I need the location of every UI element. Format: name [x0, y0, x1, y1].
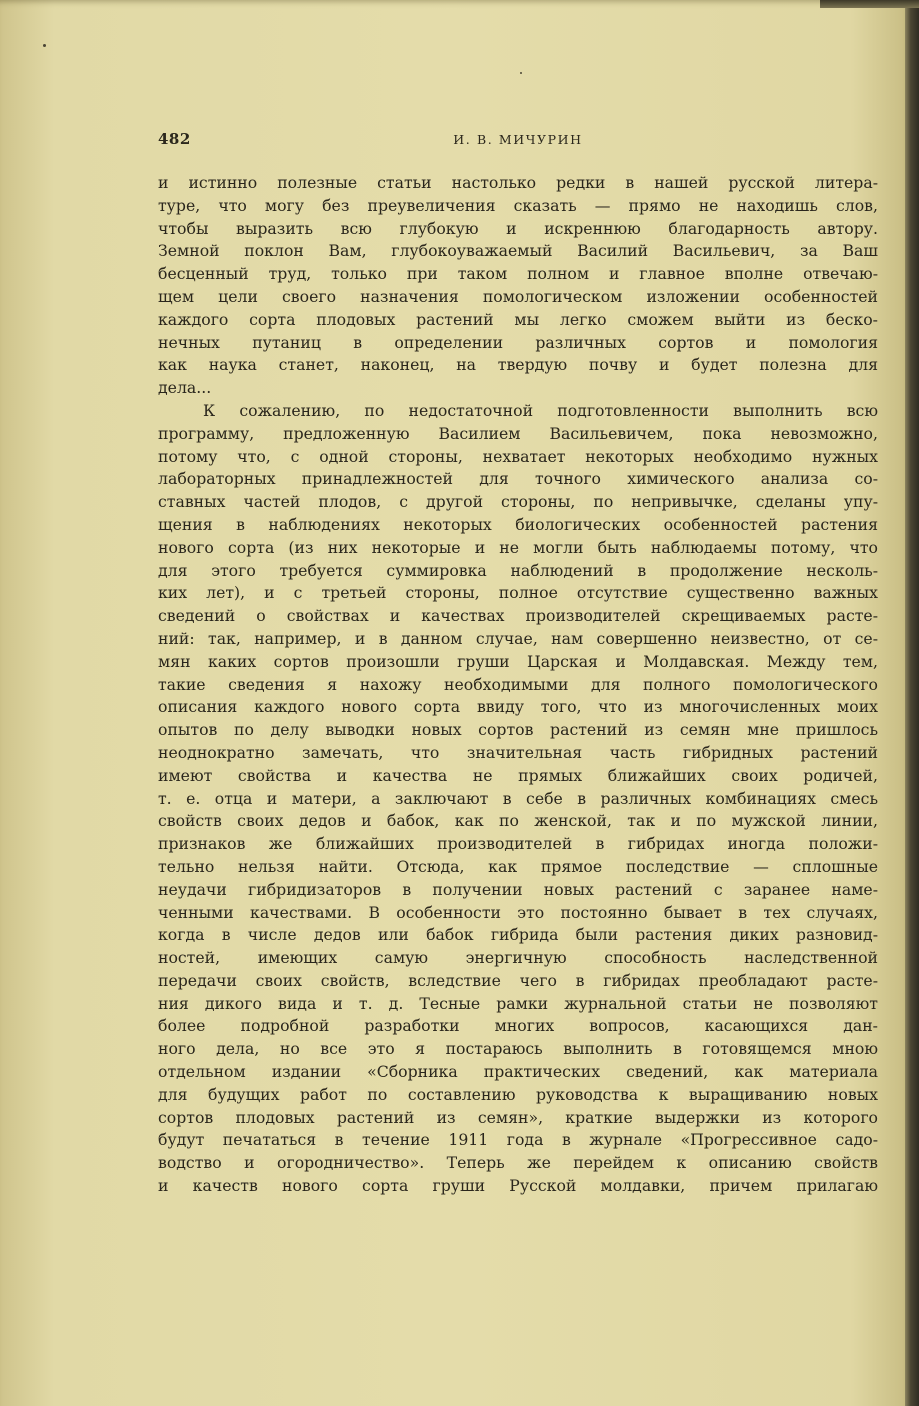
text-line: нечных путаниц в определении различных сортов и помология: [158, 332, 878, 352]
text-line: сведений о свойствах и качествах производителей скрещиваемых расте-: [158, 606, 878, 626]
text-line: туре, что могу без преувеличения сказать — прямо не находишь слов,: [158, 195, 878, 215]
text-line: ностей, имеющих самую энергичную способность наследственной: [158, 948, 878, 968]
paper-speck: [520, 72, 522, 74]
text-line: ставных частей плодов, с другой стороны, по непривычке, сделаны упу-: [158, 492, 878, 512]
text-line: и качеств нового сорта груши Русской молдавки, причем прилагаю: [158, 1176, 878, 1196]
text-line: для будущих работ по составлению руководства к выращиванию новых: [158, 1084, 878, 1104]
text-line: т. е. отца и матери, а заключают в себе в различных комбинациях смесь: [158, 788, 878, 808]
text-line: ного дела, но все это я постараюсь выполнить в готовящемся мною: [158, 1039, 878, 1059]
text-line: признаков же ближайших производителей в гибридах иногда положи-: [158, 834, 878, 854]
book-spine-edge: [905, 0, 919, 1406]
text-line: щения в наблюдениях некоторых биологических особенностей растения: [158, 514, 878, 534]
text-line: опытов по делу выводки новых сортов растений из семян мне пришлось: [158, 720, 878, 740]
text-line: свойств своих дедов и бабок, как по женской, так и по мужской линии,: [158, 811, 878, 831]
text-line: водство и огородничество». Теперь же перейдем к описанию свойств: [158, 1153, 878, 1173]
text-line: для этого требуется суммировка наблюдений в продолжение несколь-: [158, 560, 878, 580]
text-line: чтобы выразить всю глубокую и искреннюю благодарность автору.: [158, 218, 878, 238]
text-line: неудачи гибридизаторов в получении новых растений с заранее наме-: [158, 879, 878, 899]
text-line: мян каких сортов произошли груши Царская и Молдавская. Между тем,: [158, 651, 878, 671]
text-line: имеют свойства и качества не прямых ближайших своих родичей,: [158, 765, 878, 785]
paper-speck: [43, 44, 46, 47]
text-line: дела...: [158, 378, 212, 398]
text-line: ченными качествами. В особенности это постоянно бывает в тех случаях,: [158, 902, 878, 922]
text-line: лабораторных принадлежностей для точного химического анализа со-: [158, 469, 878, 489]
text-line: Земной поклон Вам, глубокоуважаемый Василий Васильевич, за Ваш: [158, 241, 878, 261]
body-text: [158, 172, 878, 1198]
text-line: такие сведения я нахожу необходимыми для полного помологического: [158, 674, 878, 694]
text-line: ния дикого вида и т. д. Тесные рамки журнальной статьи не позволяют: [158, 993, 878, 1013]
text-line: ких лет), и с третьей стороны, полное отсутствие существенно важных: [158, 583, 878, 603]
text-line: будут печататься в течение 1911 года в журнале «Прогрессивное садо-: [158, 1130, 878, 1150]
page-number: 482: [158, 130, 191, 148]
text-line: описания каждого нового сорта ввиду того, что из многочисленных моих: [158, 697, 878, 717]
text-line: тельно нельзя найти. Отсюда, как прямое последствие — сплошные: [158, 856, 878, 876]
text-line: программу, предложенную Василием Васильевичем, пока невозможно,: [158, 423, 878, 443]
text-line: щем цели своего назначения помологическом изложении особенностей: [158, 286, 878, 306]
text-line: нового сорта (из них некоторые и не могли быть наблюдаемы потому, что: [158, 537, 878, 557]
text-line: отдельном издании «Сборника практических сведений, как материала: [158, 1062, 878, 1082]
text-line: неоднократно замечать, что значительная часть гибридных растений: [158, 742, 878, 762]
page-header: [158, 130, 878, 152]
text-line: более подробной разработки многих вопросов, касающихся дан-: [158, 1016, 878, 1036]
text-line: и истинно полезные статьи настолько редки в нашей русской литера-: [158, 173, 878, 192]
text-line: К сожалению, по недостаточной подготовленности выполнить всю: [203, 400, 878, 420]
text-line: как наука станет, наконец, на твердую почву и будет полезна для: [158, 355, 878, 375]
text-line: передачи своих свойств, вследствие чего в гибридах преобладают расте-: [158, 970, 878, 990]
text-line: когда в числе дедов или бабок гибрида были растения диких разновид-: [158, 925, 878, 945]
page-top-shadow: [820, 0, 919, 8]
text-line: бесценный труд, только при таком полном и главное вполне отвечаю-: [158, 264, 878, 284]
text-line: ний: так, например, и в данном случае, нам совершенно неизвестно, от се-: [158, 628, 878, 648]
running-head: И. В. МИЧУРИН: [453, 132, 583, 147]
text-line: потому что, с одной стороны, нехватает некоторых необходимо нужных: [158, 446, 878, 466]
text-line: каждого сорта плодовых растений мы легко сможем выйти из беско-: [158, 309, 878, 329]
text-line: сортов плодовых растений из семян», краткие выдержки из которого: [158, 1107, 878, 1127]
